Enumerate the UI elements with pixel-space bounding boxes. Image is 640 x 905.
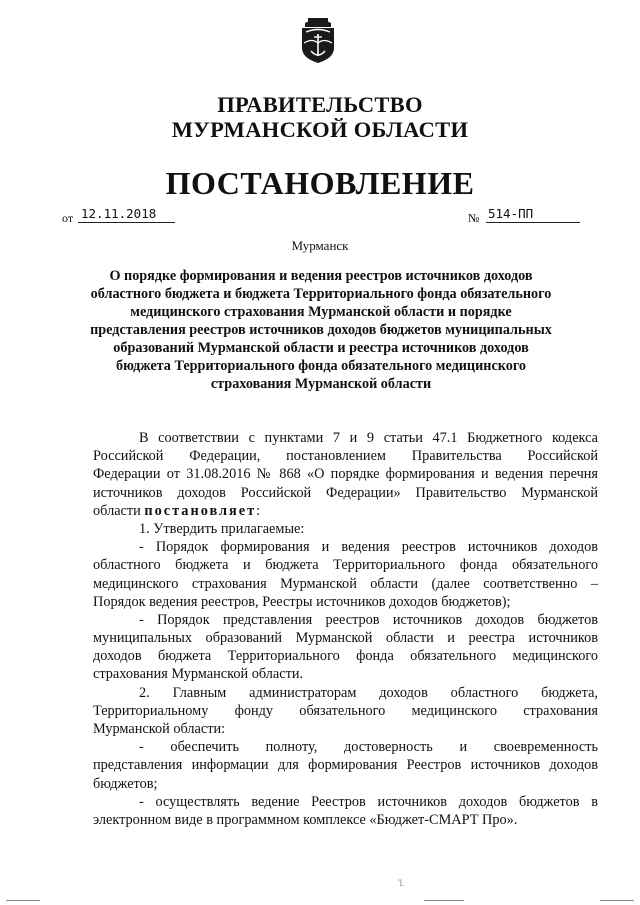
body-line: электронном виде в программном комплексе «Бюджет-СМАРТ Про». <box>93 811 518 828</box>
body-line: представления информации для формирования Реестров источников доходов <box>93 757 598 774</box>
date-prefix: от <box>62 211 74 225</box>
title-line: областного бюджета и бюджета Территориального фонда обязательного <box>90 286 552 302</box>
body-line: областного бюджета и бюджета Территориального фонда обязательного <box>93 557 598 574</box>
body-line: Мурманской области: <box>93 721 226 737</box>
title-line: медицинского страхования Мурманской области и порядке <box>130 304 512 320</box>
document-date: 12.11.2018 <box>78 205 175 223</box>
body-line: В соответствии с пунктами 7 и 9 статьи 47.1 Бюджетного кодекса <box>139 430 598 446</box>
government-name-line1: ПРАВИТЕЛЬСТВО <box>217 92 423 117</box>
body-line: источников доходов Российской Федерации» Правительство Мурманской <box>93 484 598 501</box>
body-text-segment: : <box>256 502 261 519</box>
body-line: страхования Мурманской области. <box>93 666 304 683</box>
resolution-keyword: постановляет <box>144 502 257 519</box>
title-line: страхования Мурманской области <box>210 376 432 392</box>
scan-edge-line <box>6 900 40 901</box>
body-line: Федерации от 31.08.2016 № 868 «О порядке формирования и ведения перечня <box>93 466 598 483</box>
document-body <box>93 429 598 829</box>
body-text-segment: области <box>93 502 145 519</box>
murmansk-coat-of-arms-icon <box>296 14 340 64</box>
document-title <box>88 267 554 393</box>
body-line: медицинского страхования Мурманской области (далее соответственно – <box>93 575 598 592</box>
document-number: 514-ПП <box>486 205 580 223</box>
document-type: ПОСТАНОВЛЕНИЕ <box>165 165 475 201</box>
body-line: Порядок ведения реестров, Реестры источников доходов бюджетов); <box>93 593 511 610</box>
body-line: - обеспечить полноту, достоверность и своевременность <box>139 739 598 756</box>
body-line: 2. Главным администраторам доходов областного бюджета, <box>139 684 598 701</box>
body-line: 1. Утвердить прилагаемые: <box>139 520 305 537</box>
city-name: Мурманск <box>291 238 349 253</box>
title-line: образований Мурманской области и реестра источников доходов <box>113 340 529 356</box>
scan-edge-line <box>600 900 634 901</box>
title-line: бюджета Территориального фонда обязательного медицинского <box>115 358 527 374</box>
body-line <box>93 502 598 520</box>
body-line: Территориальному фонду обязательного медицинского страхования <box>93 702 598 719</box>
body-line: - Порядок представления реестров источников доходов бюджетов <box>139 611 598 628</box>
scan-speck: 'l. <box>398 878 405 888</box>
government-name-line2: МУРМАНСКОЙ ОБЛАСТИ <box>171 117 469 142</box>
body-line: бюджетов; <box>93 775 158 792</box>
body-line: Российской Федерации, постановлением Правительства Российской <box>93 448 598 465</box>
title-line: О порядке формирования и ведения реестров источников доходов <box>109 268 533 284</box>
body-line: доходов бюджета Территориального фонда обязательного медицинского <box>93 648 598 665</box>
body-line: - осуществлять ведение Реестров источников доходов бюджетов в <box>139 793 598 810</box>
scan-edge-line <box>424 900 464 901</box>
body-line: муниципальных образований Мурманской области и реестра источников <box>93 630 598 647</box>
number-prefix: № <box>468 211 480 225</box>
title-line: представления реестров источников доходов бюджетов муниципальных <box>90 322 552 338</box>
body-line: - Порядок формирования и ведения реестров источников доходов <box>139 539 598 556</box>
